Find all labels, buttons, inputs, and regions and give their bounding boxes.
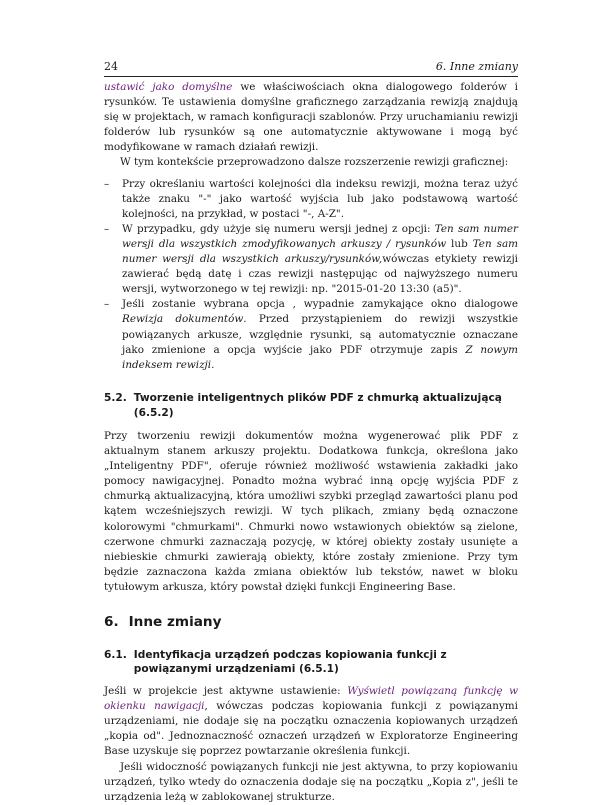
paragraph: Przy tworzeniu rewizji dokumentów można wygenerować plik PDF z aktualnym stanem arkuszy projektu. Dodatkowa funkcja, określona jako „Inteligentny PDF", oferuje również możliwość wstawienia zakładki jako pomocy nawigacyjnej. Ponadto można wybrać inną opcję wyjścia PDF z chmurką aktualizacyjną, która umożliwi szybki przegląd zawartości planu pod kątem wcześniejszych rewizji. W tych plikach, zmiany będą oznaczone kolorowymi "chmurkami". Chmurki nowo wstawionych obiektów są zielone, czerwone chmurki zaznaczają pozycję, w której obiekty zostały usunięte a niebieskie chmurki zawierają obiekty, które zostały zmienione. Przy tym będzie zaznaczona każda zmiana obiektów lub tekstów, nawet w bloku tytułowym arkusza, który powstał dzięki funkcji Engineering Base. xyxy=(104,429,518,593)
subsection-heading: 6.1. Identyfikacja urządzeń podczas kopiowania funkcji z powiązanymi urządzeniami (6.5.1) xyxy=(104,649,447,676)
running-header xyxy=(104,60,518,73)
header-rule xyxy=(104,76,518,77)
reference-link[interactable]: ustawić jako domyślne xyxy=(104,81,233,93)
subsection-heading: 5.2. Tworzenie inteligentnych plików PDF z chmurką aktualizującą (6.5.2) xyxy=(104,391,502,419)
chapter-title: 6. Inne zmiany xyxy=(435,60,518,73)
section-heading: 6. Inne zmiany xyxy=(104,614,222,630)
page-body xyxy=(104,80,518,805)
page-number: 24 xyxy=(104,60,118,73)
list-item: – Jeśli zostanie wybrana opcja , wypadnie zamykające okno dialogowe Rewizja dokumentów. Przed przystąpieniem do rewizji wszystkie powiązanych arkusze, względnie rysunki, są automatycznie oznaczane jako zmienione a opcja wyjście jako PDF otrzymuje zapis Z nowym indeksem rewizji. xyxy=(104,297,518,372)
paragraph: ustawić jako domyślne we właściwościach okna dialogowego folderów i rysunków. Te ustawienia domyślne graficznego zarządzania rewizją znajdują się w projektach, w ramach konfiguracji szablonów. Przy uruchamianiu rewizji folderów lub rysunków są one automatycznie aktywowane i mogą być modyfikowane w ramach działań rewizji. xyxy=(104,81,518,154)
bullet-list xyxy=(104,177,518,373)
list-item: – Przy określaniu wartości kolejności dla indeksu rewizji, można teraz użyć także znaku "-" jako wartość wyjścia lub jako podstawową wartość kolejności, na przykład, w postaci "-, A-Z". xyxy=(104,177,518,222)
paragraph: Jeśli widoczność powiązanych funkcji nie jest aktywna, to przy kopiowaniu urządzeń, tylko wtedy do oznaczenia dodaje się na początku „Kopia z", jeśli te urządzenia leżą w zablokowanej strukturze. xyxy=(104,760,518,803)
paragraph: W tym kontekście przeprowadzono dalsze rozszerzenie rewizji graficznej: xyxy=(120,156,509,169)
reference-link[interactable]: Wyświetl powiązaną funkcję w okienku nawigacji xyxy=(104,685,518,713)
list-item: – W przypadku, gdy użyje się numeru wersji jednej z opcji: Ten sam numer wersji dla wszystkich zmodyfikowanych arkuszy / rysunków lub Ten sam numer wersji dla wszystkich arkuszy/rysunków,wówczas etykiety rewizji zawierać będą datę i czas rewizji następując od najwyższego numeru wersji, wytworzonego w tej rewizji: np. "2015-01-20 13:30 (a5)". xyxy=(104,222,518,297)
paragraph: Jeśli w projekcie jest aktywne ustawienie: Wyświetl powiązaną funkcję w okienku nawigacji, wówczas podczas kopiowania funkcji z powiązanymi urządzeniami, nie dodaje się na początku oznaczenia kopiowanych urządzeń „kopia od". Jednoznaczność oznaczeń urządzeń w Exploratorze Engineering Base uzyskuje się poprzez powtarzanie określenia funkcji. xyxy=(104,685,518,758)
